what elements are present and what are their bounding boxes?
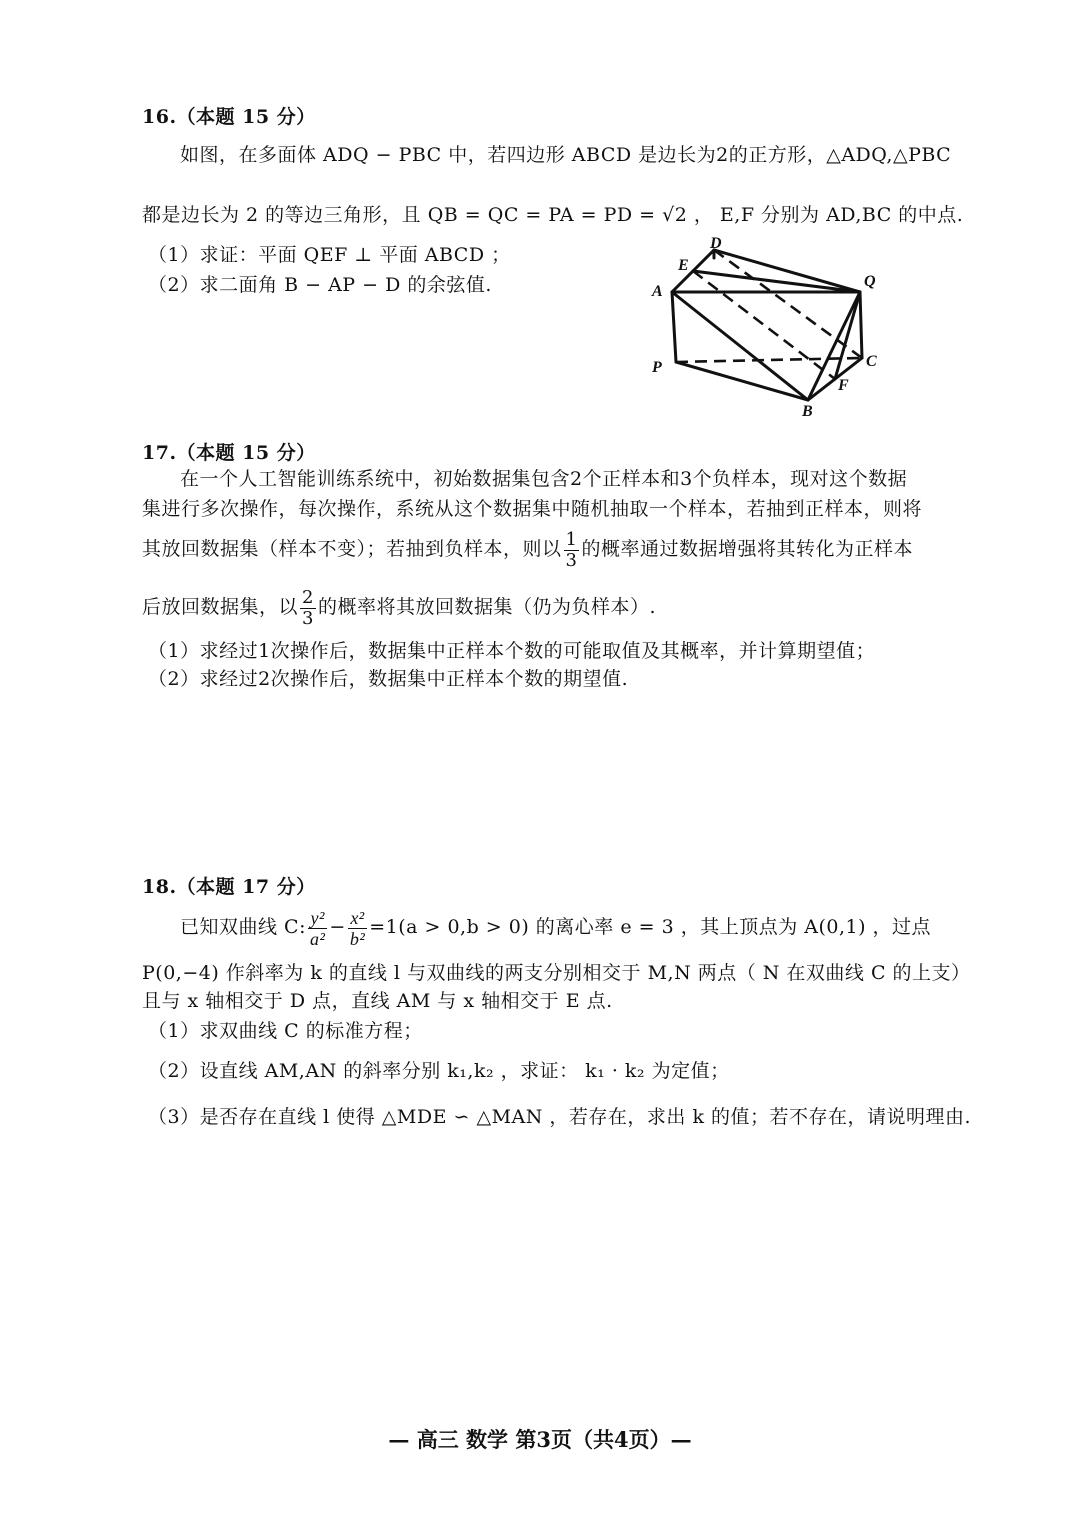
- q18-header: 18.（本题 17 分）: [142, 876, 316, 898]
- q16-stem-line1: 如图，在多面体 ADQ − PBC 中，若四边形 ABCD 是边长为2的正方形，△ADQ,△PBC: [180, 144, 952, 166]
- q17-line4-pre: 后放回数据集，以: [142, 596, 299, 618]
- q18-part3: （3）是否存在直线 l 使得 △MDE ∽ △MAN ，若存在，求出 k 的值；若不存在，请说明理由.: [148, 1106, 972, 1128]
- polyhedron-figure: [640, 230, 900, 425]
- label-p: P: [652, 359, 662, 376]
- q18-part1: （1）求双曲线 C 的标准方程；: [148, 1020, 423, 1042]
- label-e: E: [678, 257, 689, 274]
- q17-part2: （2）求经过2次操作后，数据集中正样本个数的期望值.: [148, 668, 629, 690]
- fy-denominator: a²: [309, 928, 326, 949]
- fraction-two-thirds: [300, 588, 316, 629]
- frac2-numerator: 2: [302, 586, 314, 608]
- label-d: D: [710, 235, 722, 252]
- q18-stem-line2: P(0,−4) 作斜率为 k 的直线 l 与双曲线的两支分别相交于 M,N 两点（ N 在双曲线 C 的上支）: [142, 962, 971, 984]
- fx-denominator: b²: [349, 928, 366, 949]
- q18-minus: −: [329, 916, 346, 938]
- q16-stem-line2: 都是边长为 2 的等边三角形，且 QB = QC = PA = PD = √2 ， E,F 分别为 AD,BC 的中点.: [142, 204, 964, 226]
- q18-line1-pre: 已知双曲线 C:: [180, 916, 306, 938]
- page-footer: — 高三 数学 第3页（共4页）—: [388, 1427, 692, 1452]
- q16-part2: （2）求二面角 B − AP − D 的余弦值.: [148, 274, 492, 296]
- q18-line1-post: =1(a > 0,b > 0) 的离心率 e = 3 ，其上顶点为 A(0,1) ，过点: [369, 916, 932, 938]
- label-q: Q: [864, 273, 876, 290]
- frac1-numerator: 1: [565, 528, 578, 550]
- q16-header: 16.（本题 15 分）: [142, 106, 316, 128]
- q18-part2: （2）设直线 AM,AN 的斜率分别 k₁,k₂ ，求证： k₁ · k₂ 为定值；: [148, 1060, 730, 1082]
- label-a: A: [652, 283, 663, 300]
- q17-stem-line3: [142, 526, 913, 572]
- label-b: B: [802, 403, 813, 420]
- fraction-x2-b2: [348, 908, 367, 949]
- q17-stem-line4: [142, 584, 656, 630]
- q17-header: 17.（本题 15 分）: [142, 442, 316, 464]
- q17-line4-post: 的概率将其放回数据集（仍为负样本）.: [317, 596, 657, 618]
- q17-line3-pre: 其放回数据集（样本不变）；若抽到负样本，则以: [142, 538, 562, 560]
- q17-line3-post: 的概率通过数据增强将其转化为正样本: [581, 538, 913, 560]
- fraction-y2-a2: [308, 908, 327, 949]
- label-c: C: [866, 353, 877, 370]
- q16-part1: （1）求证：平面 QEF ⊥ 平面 ABCD ；: [148, 244, 511, 266]
- frac1-denominator: 3: [565, 549, 578, 571]
- frac2-denominator: 3: [302, 607, 314, 629]
- label-f: F: [838, 377, 849, 394]
- q17-stem-line1: 在一个人工智能训练系统中，初始数据集包含2个正样本和3个负样本，现对这个数据: [180, 468, 908, 490]
- q17-part1: （1）求经过1次操作后，数据集中正样本个数的可能取值及其概率，并计算期望值；: [148, 640, 876, 662]
- q17-stem-line2: 集进行多次操作，每次操作，系统从这个数据集中随机抽取一个样本，若抽到正样本，则将: [142, 498, 923, 520]
- q18-stem-line1: [180, 904, 931, 950]
- q18-stem-line3: 且与 x 轴相交于 D 点，直线 AM 与 x 轴相交于 E 点.: [142, 990, 613, 1012]
- fy-numerator: y²: [308, 908, 327, 929]
- fx-numerator: x²: [348, 908, 367, 929]
- fraction-one-third: [564, 530, 580, 571]
